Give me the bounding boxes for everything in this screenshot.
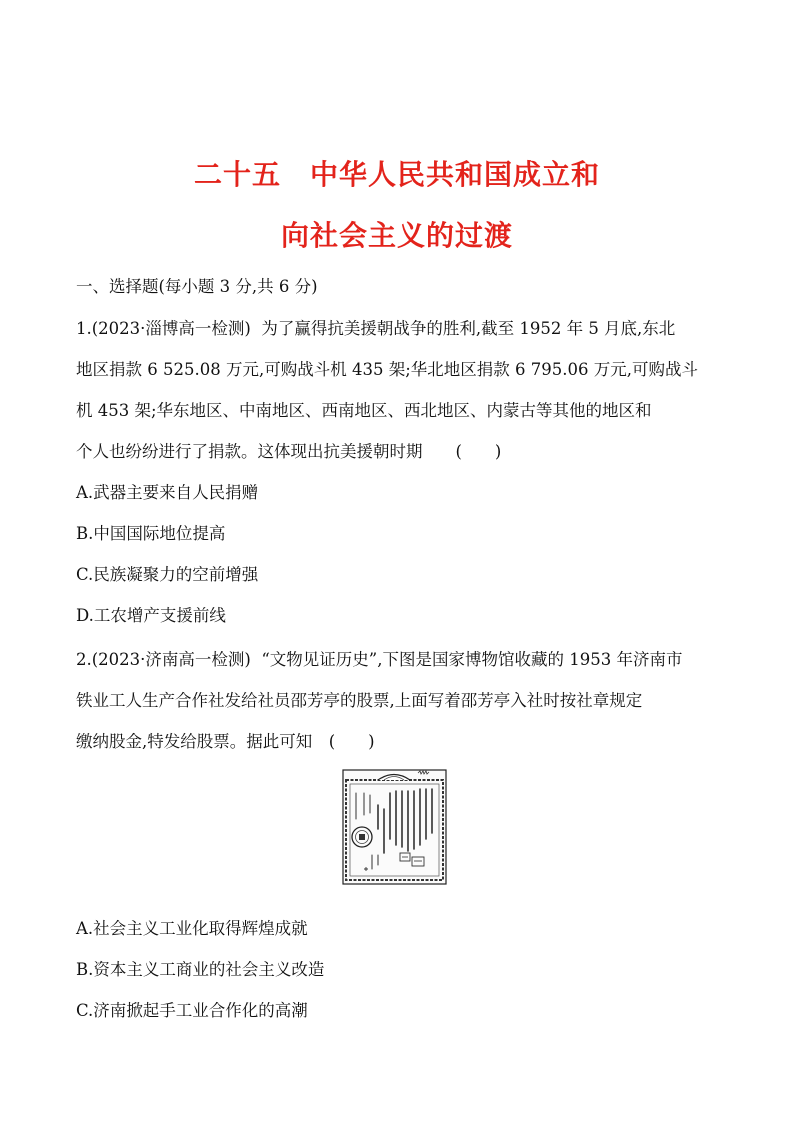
question-2-text-line-1: 2.(2023·济南高一检测) “文物见证历史”,下图是国家博物馆收藏的 1953 年济南市 bbox=[76, 650, 683, 669]
question-2-option-c: C.济南掀起手工业合作化的高潮 bbox=[76, 1001, 308, 1020]
question-1-text-line-3: 机 453 架;华东地区、中南地区、西南地区、西北地区、内蒙古等其他的地区和 bbox=[76, 401, 652, 420]
question-1-option-d: D.工农增产支援前线 bbox=[76, 606, 226, 625]
question-2-option-a: A.社会主义工业化取得辉煌成就 bbox=[76, 919, 308, 938]
page-title-line-1: 二十五 中华人民共和国成立和 bbox=[193, 158, 600, 191]
section-header: 一、选择题(每小题 3 分,共 6 分) bbox=[76, 277, 318, 296]
page-title-line-2: 向社会主义的过渡 bbox=[280, 219, 513, 252]
question-2-text-line-3: 缴纳股金,特发给股票。据此可知 ( ) bbox=[76, 732, 375, 751]
question-1-option-c: C.民族凝聚力的空前增强 bbox=[76, 565, 259, 584]
question-1-option-a: A.武器主要来自人民捐赠 bbox=[76, 483, 259, 502]
question-1-option-b: B.中国国际地位提高 bbox=[76, 524, 226, 543]
question-2-option-b: B.资本主义工商业的社会主义改造 bbox=[76, 960, 325, 979]
question-1-text-line-4: 个人也纷纷进行了捐款。这体现出抗美援朝时期 ( ) bbox=[76, 442, 502, 461]
question-1-text-line-1: 1.(2023·淄博高一检测) 为了赢得抗美援朝战争的胜利,截至 1952 年 5 月底,东北 bbox=[76, 319, 676, 338]
stock-certificate-image bbox=[342, 769, 447, 885]
question-2-text-line-2: 铁业工人生产合作社发给社员邵芳亭的股票,上面写着邵芳亭入社时按社章规定 bbox=[76, 691, 643, 710]
question-1-text-line-2: 地区捐款 6 525.08 万元,可购战斗机 435 架;华北地区捐款 6 795.06 万元,可购战斗 bbox=[76, 360, 698, 379]
